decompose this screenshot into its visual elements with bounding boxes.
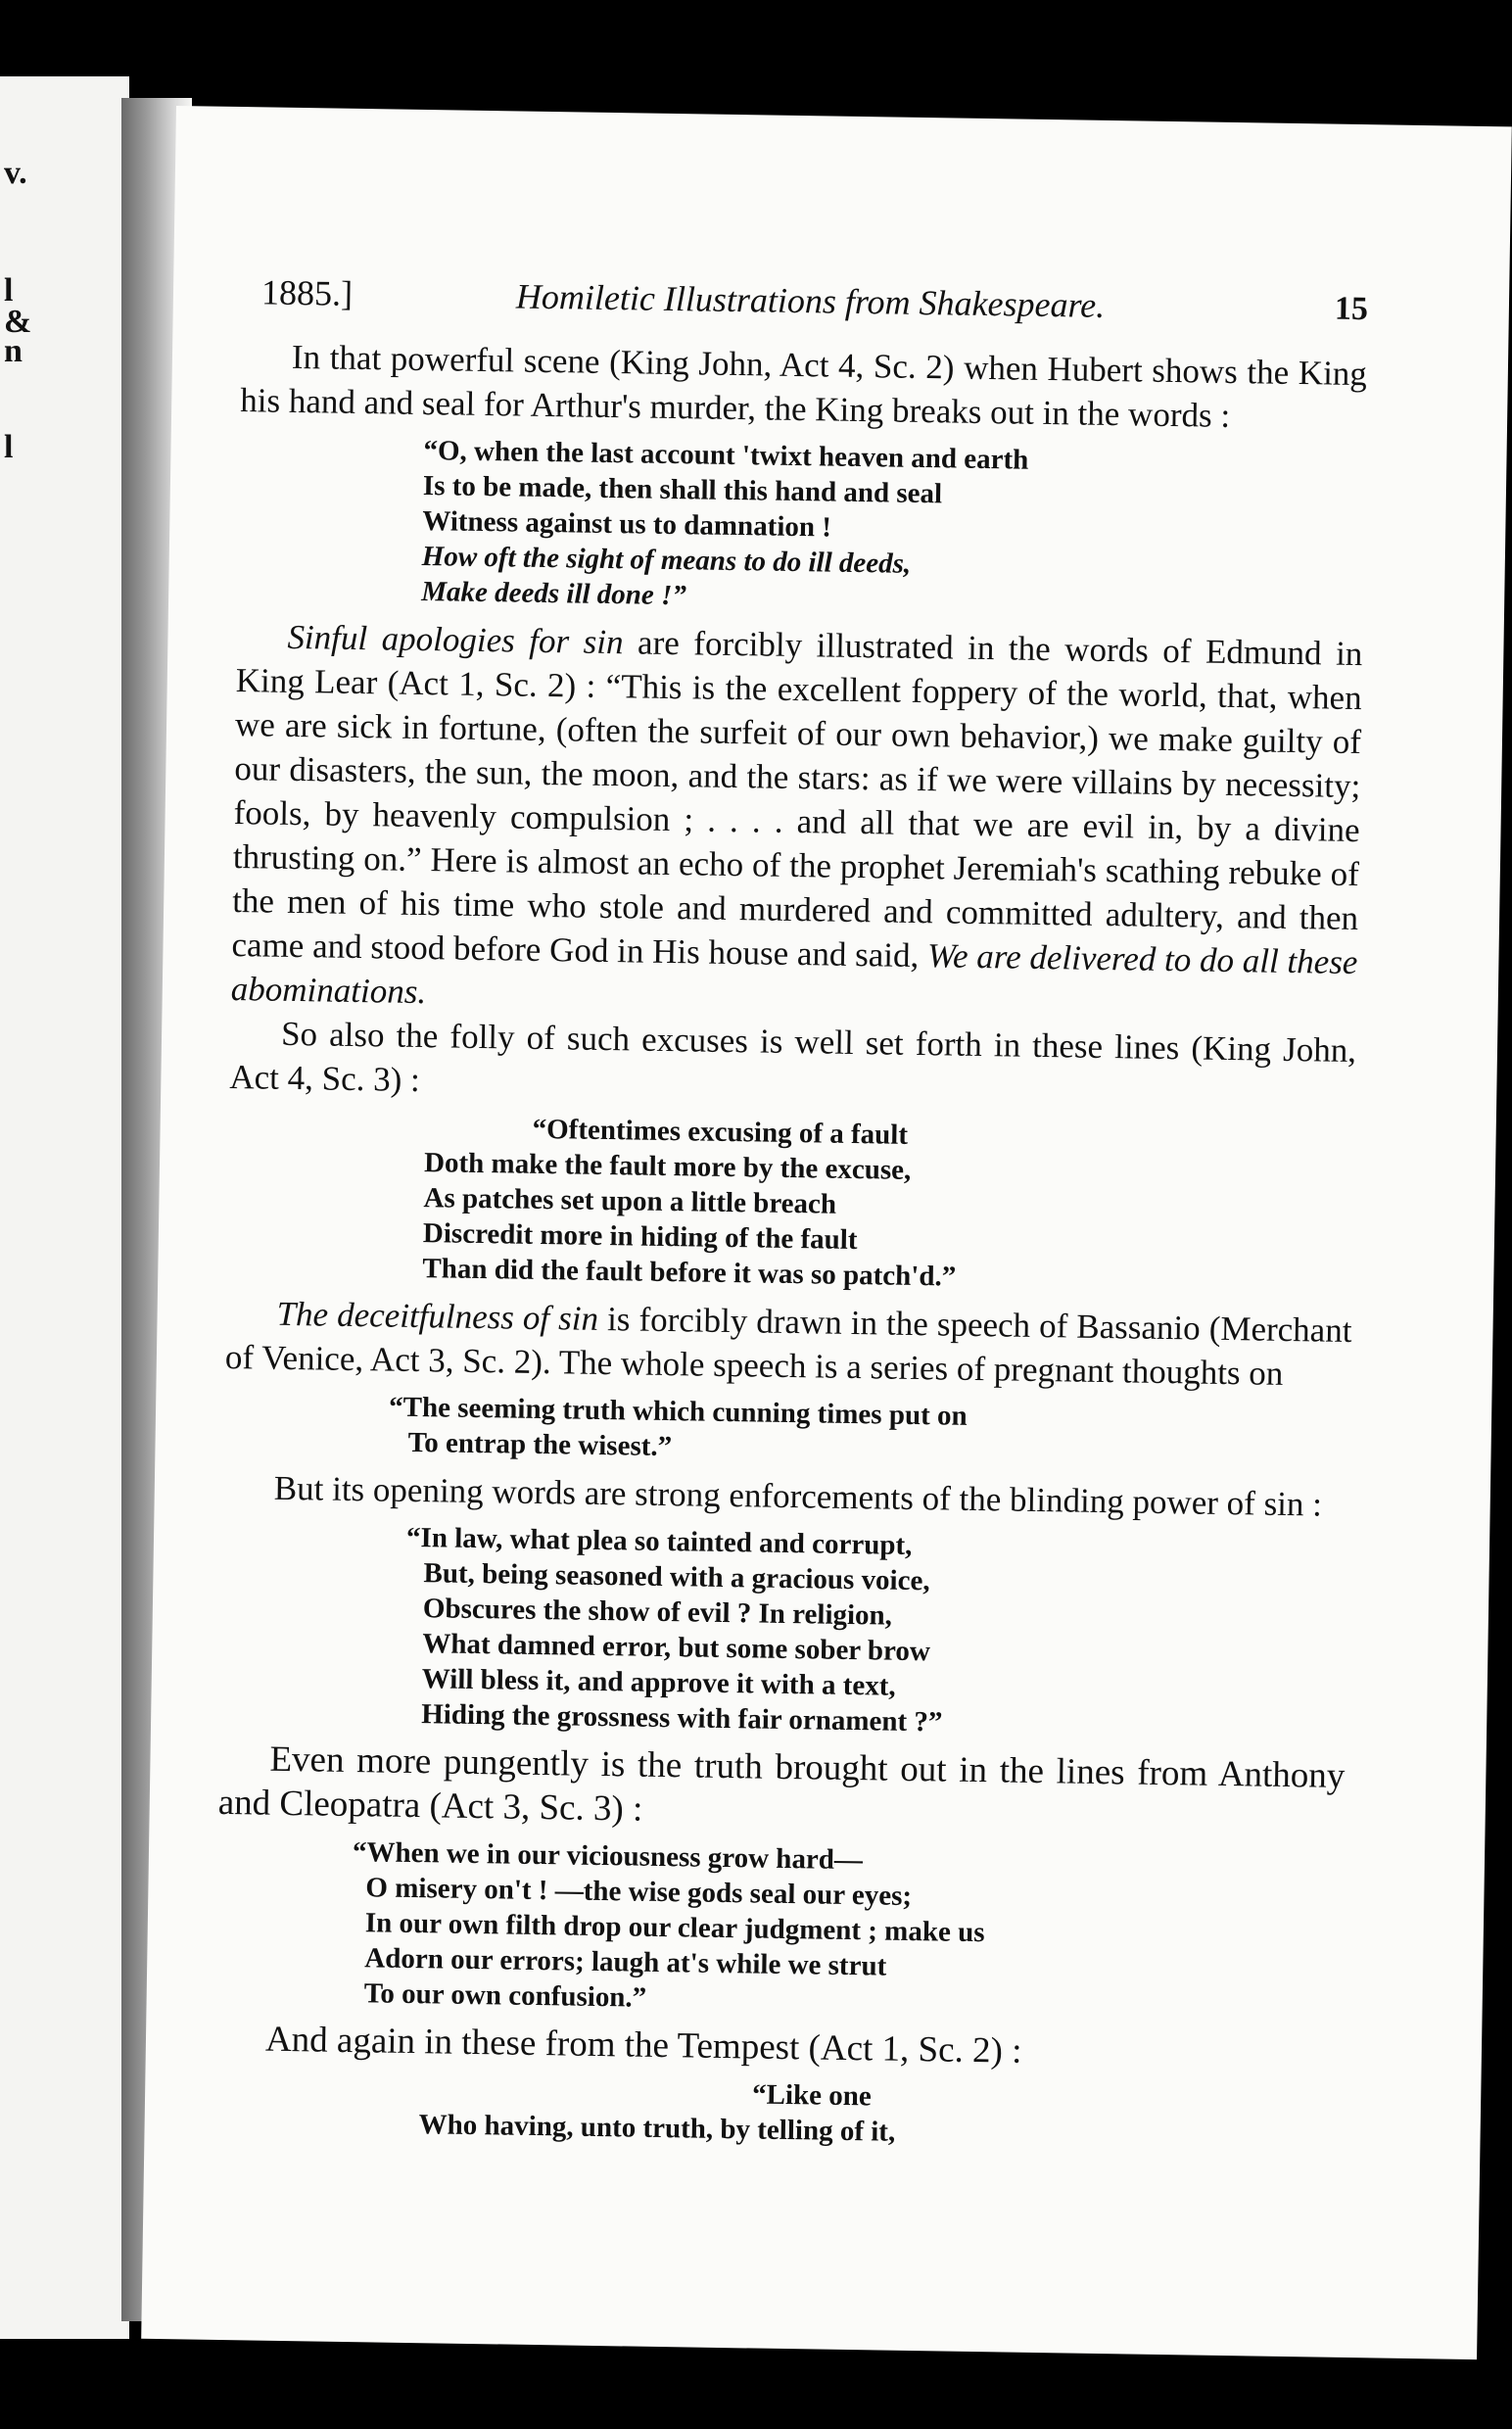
paragraph-excuses: So also the folly of such excuses is well set forth in these lines (King John, Act 4, Sc. 3) : [229,1014,1357,1100]
quote-line: “Oftentimes excusing of a fault [532,1113,909,1151]
left-page-glyph: l [4,429,14,465]
italic-phrase: The deceitfulness of sin [276,1294,599,1338]
quote-line: As patches set upon a little breach [423,1182,837,1220]
quote-line: Than did the fault before it was so patch'd.” [422,1253,957,1293]
quote-line: O misery on't ! —the wise gods seal our eyes; [365,1872,913,1913]
paragraph-opening-words: But its opening words are strong enforcements of the blinding power of sin : [273,1468,1323,1524]
quote-line: Who having, unto truth, by telling of it, [418,2109,896,2148]
italic-phrase: We are delivered to do all these abominations. [230,936,1358,1012]
quote-line: Hiding the grossness with fair ornament ?” [420,1698,943,1738]
quote-line: “The seeming truth which cunning times put on [388,1391,968,1432]
quote-line: Witness against us to damnation ! [422,505,832,544]
quote-king-john-2 [422,1110,1355,1301]
quote-line: How oft the sight of means to do ill deeds, [421,540,912,580]
quote-line: Doth make the fault more by the excuse, [423,1147,912,1186]
quote-line: In our own filth drop our clear judgment ; make us [364,1907,985,1949]
left-page-glyph: & [4,304,32,340]
paragraph-king-john: In that powerful scene (King John, Act 4, Sc. 2) when Hubert shows the King his hand and seal for Arthur's murder, the King breaks out in the words : [239,337,1368,435]
quote-line: Adorn our errors; laugh at's while we strut [364,1942,887,1982]
quote-line: Discredit more in hiding of the fault [422,1217,858,1257]
quote-line: What damned error, but some sober brow [422,1628,931,1668]
quote-line: Obscures the show of evil ? In religion, [422,1593,893,1632]
quote-line: To our own confusion.” [363,1977,647,2014]
page-body [213,334,1367,2165]
paragraph-deceitfulness [225,1291,1352,1397]
paragraph-sinful-apologies [230,614,1362,1028]
page-number: 15 [1334,290,1369,328]
running-title: Homiletic Illustrations from Shakespeare. [515,276,1106,325]
paragraph-text: is forcibly drawn in the speech of Bassanio (Merchant of Venice, Act 3, Sc. 2). The whole speech is a series of pregnant thoughts on [224,1299,1352,1393]
quote-line: But, being seasoned with a gracious voice, [423,1557,930,1597]
quote-line: Is to be made, then shall this hand and seal [422,470,943,510]
running-header [261,271,1369,338]
quote-anthony-cleopatra [350,1834,1344,2026]
italic-phrase: Sinful apologies for sin [287,617,624,662]
book-page [141,106,1512,2359]
quote-line: To entrap the wisest.” [407,1426,673,1463]
quote-tempest [418,2072,1340,2157]
quote-line: “Like one [751,2078,873,2113]
quote-line: Will bless it, and approve it with a text, [421,1663,896,1702]
left-page-glyph: n [4,333,23,369]
paragraph-anthony-cleopatra: Even more pungently is the truth brought out in the lines from Anthony and Cleopatra (Act 3, Sc. 3) : [217,1738,1346,1830]
quote-line: “O, when the last account 'twixt heaven and earth [423,435,1029,476]
quote-king-john-1 [421,433,1366,624]
quote-merchant-1 [388,1390,1350,1475]
header-year: 1885.] [260,272,354,313]
quote-merchant-2 [403,1520,1348,1746]
left-page-glyph: l [4,272,14,309]
paragraph-tempest: And again in these from the Tempest (Act 1, Sc. 2) : [264,2019,1022,2072]
quote-line: “In law, what plea so tainted and corrupt, [405,1521,913,1561]
quote-line: Make deeds ill done !” [420,575,687,612]
left-page-glyph: v. [4,155,27,191]
left-page-edge [0,76,129,2339]
paragraph-text: are forcibly illustrated in the words of Edmund in King Lear (Act 1, Sc. 2) : “This is the excellent foppery of the world, that, when we are sick in fortune, (often the surfeit of our own behavior,) we make guilty of our disasters, the sun, the moon, and the stars: as if we were villains by necessity; fools, by heavenly compulsion ; . . . . and all that we are evil in, by a divine thrusting on.” Here is almost an echo of the prophet Jeremiah's scathing rebuke of the men of his time who stole and murdered and committed adultery, and then came and stood before God in His house and said, [231,623,1363,976]
quote-line: “When we in our viciousness grow hard— [352,1836,864,1877]
